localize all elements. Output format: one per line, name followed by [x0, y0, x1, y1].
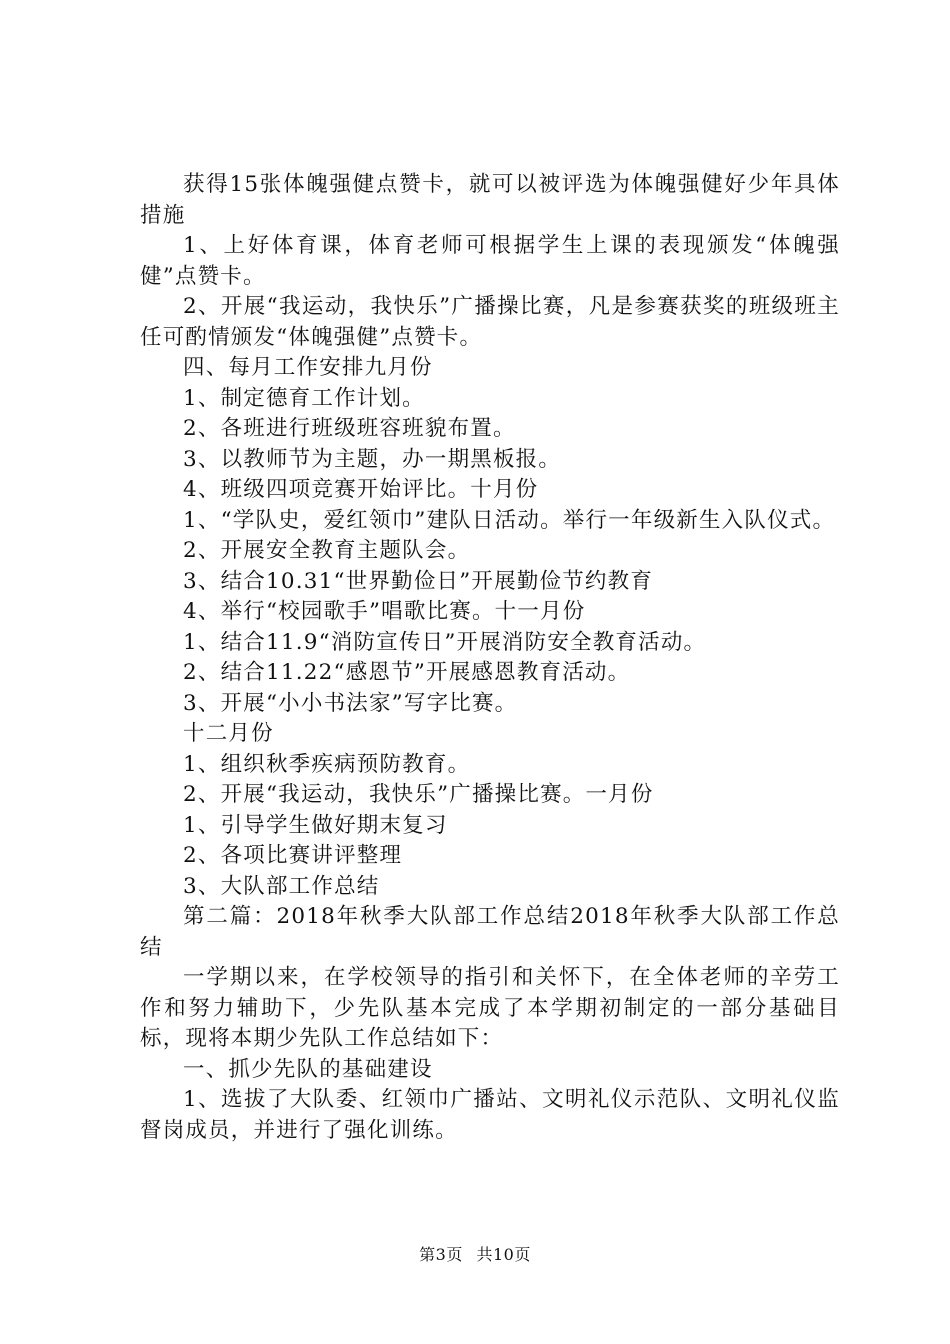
paragraph: 1、制定德育工作计划。 [183, 385, 425, 411]
paragraph: 2、开展安全教育主题队会。 [183, 538, 471, 563]
month-heading: 十二月份 [183, 721, 274, 746]
paragraph: 1、“学队史，爱红领巾”建队日活动。举行一年级新生入队仪式。 [183, 507, 836, 533]
section-heading: 四、每月工作安排九月份 [183, 355, 433, 380]
page-total: 共10页 [476, 1245, 531, 1264]
paragraph: 1、引导学生做好期末复习 [183, 812, 448, 838]
paragraph: 3、开展“小小书法家”写字比赛。 [183, 690, 518, 716]
paragraph: 2、开展“我运动，我快乐”广播操比赛，凡是参赛获奖的班级班主任可酌情颁发“体魄强健”点赞卡。 [140, 294, 840, 350]
paragraph: 1、结合11.9“消防宣传日”开展消防安全教育活动。 [183, 629, 707, 655]
paragraph: 1、组织秋季疾病预防教育。 [183, 751, 471, 777]
paragraph: 2、开展“我运动，我快乐”广播操比赛。一月份 [183, 782, 654, 807]
paragraph: 4、班级四项竞赛开始评比。十月份 [183, 477, 539, 502]
document-body [140, 170, 840, 1146]
paragraph: 2、结合11.22“感恩节”开展感恩教育活动。 [183, 660, 631, 685]
paragraph: 4、举行“校园歌手”唱歌比赛。十一月份 [183, 599, 586, 624]
section-heading: 一、抓少先队的基础建设 [183, 1056, 433, 1082]
chapter-heading: 第二篇：2018年秋季大队部工作总结2018年秋季大队部工作总结 [140, 904, 840, 960]
paragraph: 2、各班进行班级班容班貌布置。 [183, 416, 516, 441]
paragraph: 2、各项比赛讲评整理 [183, 843, 403, 868]
paragraph: 获得15张体魄强健点赞卡，就可以被评选为体魄强健好少年具体措施 [140, 172, 840, 228]
paragraph: 1、上好体育课，体育老师可根据学生上课的表现颁发“体魄强健”点赞卡。 [140, 233, 840, 289]
paragraph: 3、结合10.31“世界勤俭日”开展勤俭节约教育 [183, 568, 654, 594]
paragraph: 1、选拔了大队委、红领巾广播站、文明礼仪示范队、文明礼仪监督岗成员，并进行了强化训练。 [140, 1087, 840, 1143]
paragraph: 一学期以来，在学校领导的指引和关怀下，在全体老师的辛劳工作和努力辅助下，少先队基本完成了本学期初制定的一部分基础目标，现将本期少先队工作总结如下： [140, 965, 840, 1051]
page-footer [0, 1242, 950, 1265]
paragraph: 3、大队部工作总结 [183, 873, 380, 899]
page-number: 第3页 [419, 1245, 463, 1264]
paragraph: 3、以教师节为主题，办一期黑板报。 [183, 446, 562, 472]
